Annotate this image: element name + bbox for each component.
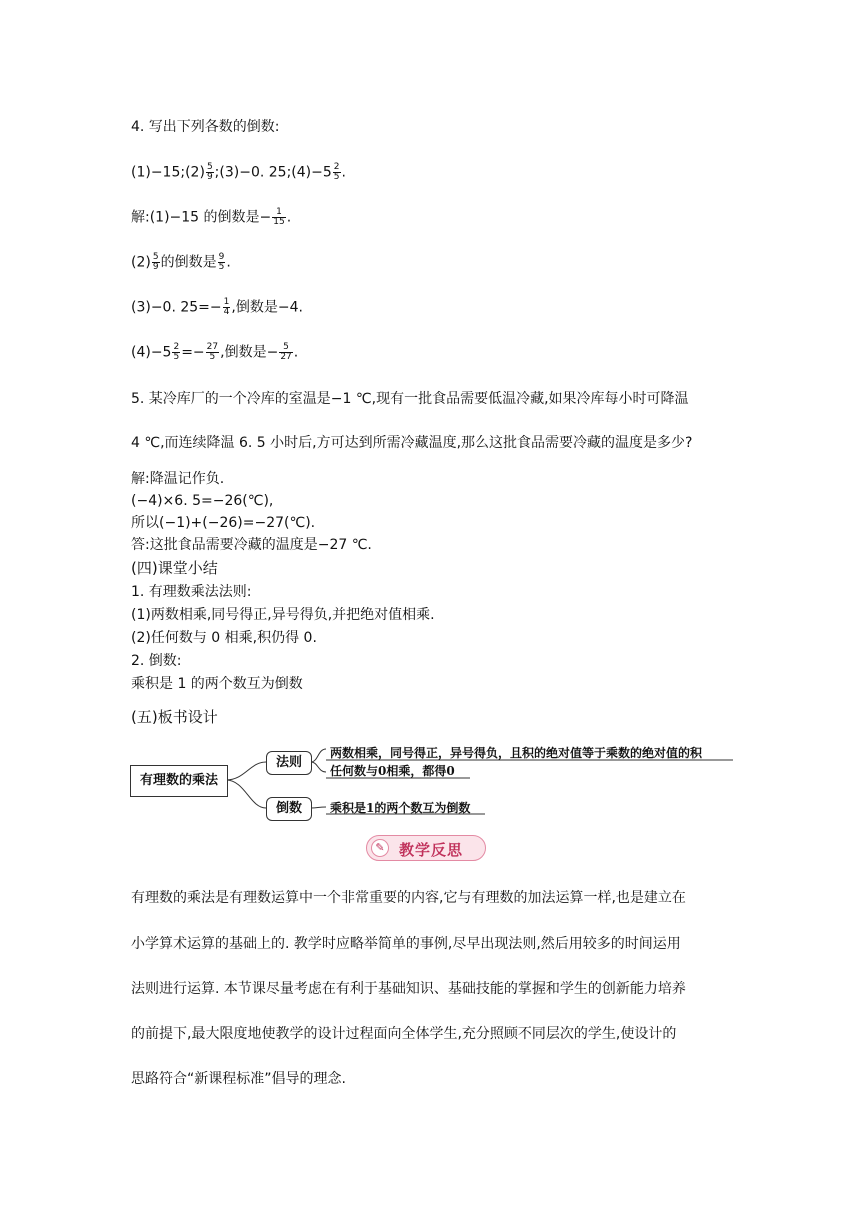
fraction: $\frac{2}{5}$: [333, 162, 340, 182]
fraction: $\frac{1}{4}$: [223, 297, 230, 317]
q5-line2: 4 ℃,而连续降温 6. 5 小时后,方可达到所需冷藏温度,那么这批食品需要冷藏的温度是多少?: [131, 435, 693, 451]
q4-answer-3: (3)−0. 25=− $\frac{1}{4}$ ,倒数是−4.: [131, 297, 303, 317]
reflection-line-1: 有理数的乘法是有理数运算中一个非常重要的内容,它与有理数的加法运算一样,也是建立在: [131, 890, 686, 906]
q5-line1: 5. 某冷库厂的一个冷库的室温是−1 ℃,现有一批食品需要低温冷藏,如果冷库每小时可降温: [131, 391, 689, 407]
board-rule-node: 法则: [266, 751, 312, 775]
reflection-badge-label: 教学反思: [399, 841, 464, 859]
q5-solution-3: 所以(−1)+(−26)=−27(℃).: [131, 515, 316, 531]
q4-answer-4: (4)−5 $\frac{2}{5}$ =− $\frac{27}{5}$ ,倒数是− $\frac{5}{27}$ .: [131, 342, 299, 362]
reflection-line-3: 法则进行运算. 本节课尽量考虑在有利于基础知识、基础技能的掌握和学生的创新能力培养: [131, 981, 686, 997]
q5-solution-1: 解:降温记作负.: [131, 471, 225, 487]
board-rule-2: 任何数与0相乘，都得0: [330, 764, 455, 778]
q4-answer-2: (2) $\frac{5}{9}$ 的倒数是 $\frac{9}{5}$ .: [131, 252, 231, 272]
book-icon: ✎: [371, 839, 389, 857]
q4-answer-1: 解:(1)−15 的倒数是− $\frac{1}{15}$ .: [131, 207, 292, 227]
fraction: $\frac{27}{5}$: [206, 342, 219, 362]
board-rule-1: 两数相乘，同号得正，异号得负，且积的绝对值等于乘数的绝对值的积: [330, 746, 703, 760]
summary-line-4: 2. 倒数:: [131, 653, 182, 669]
q5-solution-2: (−4)×6. 5=−26(℃),: [131, 493, 274, 509]
fraction: $\frac{5}{9}$: [206, 162, 213, 182]
fraction: $\frac{5}{9}$: [152, 252, 159, 272]
summary-line-1: 1. 有理数乘法法则:: [131, 584, 252, 600]
board-root-node: 有理数的乘法: [130, 765, 228, 797]
reflection-line-2: 小学算术运算的基础上的. 教学时应略举简单的事例,尽早出现法则,然后用较多的时间运用: [131, 936, 681, 952]
q4-items-part1: (1)−15;(2): [131, 164, 205, 181]
board-reciprocal-def: 乘积是1的两个数互为倒数: [330, 801, 471, 815]
fraction: $\frac{9}{5}$: [218, 252, 225, 272]
reflection-line-5: 思路符合“新课程标准”倡导的理念.: [131, 1071, 346, 1087]
q4-items-part2: ;(3)−0. 25;(4)−5: [214, 164, 332, 181]
reflection-badge: [366, 835, 486, 861]
reflection-line-4: 的前提下,最大限度地使教学的设计过程面向全体学生,充分照顾不同层次的学生,使设计的: [131, 1026, 677, 1042]
q4-title: 4. 写出下列各数的倒数:: [131, 119, 280, 135]
summary-line-5: 乘积是 1 的两个数互为倒数: [131, 676, 303, 692]
fraction: $\frac{5}{27}$: [280, 342, 292, 362]
q4-items: (1)−15;(2) $\frac{5}{9}$ ;(3)−0. 25;(4)−5 $\frac{2}{5}$ .: [131, 162, 346, 182]
fraction: $\frac{1}{15}$: [273, 207, 285, 227]
fraction: $\frac{2}{5}$: [173, 342, 180, 362]
summary-heading: (四)课堂小结: [131, 559, 218, 577]
board-heading: (五)板书设计: [131, 708, 218, 726]
summary-line-3: (2)任何数与 0 相乘,积仍得 0.: [131, 630, 317, 646]
q5-answer: 答:这批食品需要冷藏的温度是−27 ℃.: [131, 537, 372, 553]
board-reciprocal-node: 倒数: [266, 797, 312, 821]
summary-line-2: (1)两数相乘,同号得正,异号得负,并把绝对值相乘.: [131, 607, 435, 623]
